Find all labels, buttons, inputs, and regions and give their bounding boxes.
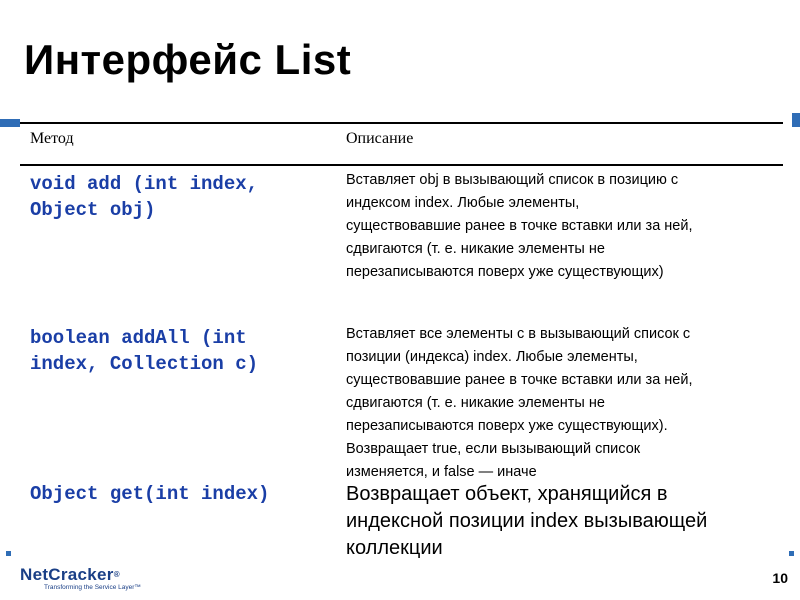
description-line: Вставляет все элементы с в вызывающий список с xyxy=(346,326,691,342)
description-line: существовавшие ранее в точке вставки или за ней, xyxy=(346,218,693,234)
corner-dot-left xyxy=(6,551,11,556)
logo-tagline: Transforming the Service Layer™ xyxy=(44,584,141,591)
description-line: перезаписываются поверх уже существующих). xyxy=(346,418,668,434)
description-line: индексом index. Любые элементы, xyxy=(346,195,580,211)
description-line: перезаписываются поверх уже существующих) xyxy=(346,264,664,280)
description-line: индексной позиции index вызывающей xyxy=(346,510,708,532)
logo-wordmark xyxy=(20,566,141,584)
left-accent-bar xyxy=(0,119,20,127)
description-line: сдвигаются (т. е. никакие элементы не xyxy=(346,395,605,411)
description-cell-addall xyxy=(346,323,778,484)
method-cell-addall xyxy=(30,325,258,377)
page-number: 10 xyxy=(772,570,788,586)
right-accent-bar xyxy=(792,113,800,127)
description-line: коллекции xyxy=(346,537,443,559)
netcracker-logo xyxy=(20,566,141,592)
description-cell-add xyxy=(346,169,778,284)
description-line: изменяется, и false — иначе xyxy=(346,464,537,480)
logo-text: NetCracker xyxy=(20,565,114,584)
column-header-description: Описание xyxy=(346,130,414,147)
description-line: существовавшие ранее в точке вставки или за ней, xyxy=(346,372,693,388)
description-line: Возвращает объект, хранящийся в xyxy=(346,483,668,505)
method-cell-get xyxy=(30,481,269,507)
method-line: Object get(int index) xyxy=(30,483,270,505)
description-line: Вставляет obj в вызывающий список в позицию с xyxy=(346,172,679,188)
method-line: index, Collection c) xyxy=(30,353,259,375)
method-line: Object obj) xyxy=(30,199,156,221)
logo-registered-mark: ® xyxy=(113,570,120,579)
description-line: сдвигаются (т. е. никакие элементы не xyxy=(346,241,605,257)
method-line: boolean addAll (int xyxy=(30,327,247,349)
method-line: void add (int index, xyxy=(30,173,259,195)
description-line: Возвращает true, если вызывающий список xyxy=(346,441,641,457)
table-top-divider xyxy=(20,122,783,124)
slide-title: Интерфейс List xyxy=(24,36,352,83)
method-cell-add xyxy=(30,171,258,223)
description-line: позиции (индекса) index. Любые элементы, xyxy=(346,349,638,365)
corner-dot-right xyxy=(789,551,794,556)
description-cell-get xyxy=(346,481,778,562)
table-header-divider xyxy=(20,164,783,166)
column-header-method: Метод xyxy=(30,130,74,147)
